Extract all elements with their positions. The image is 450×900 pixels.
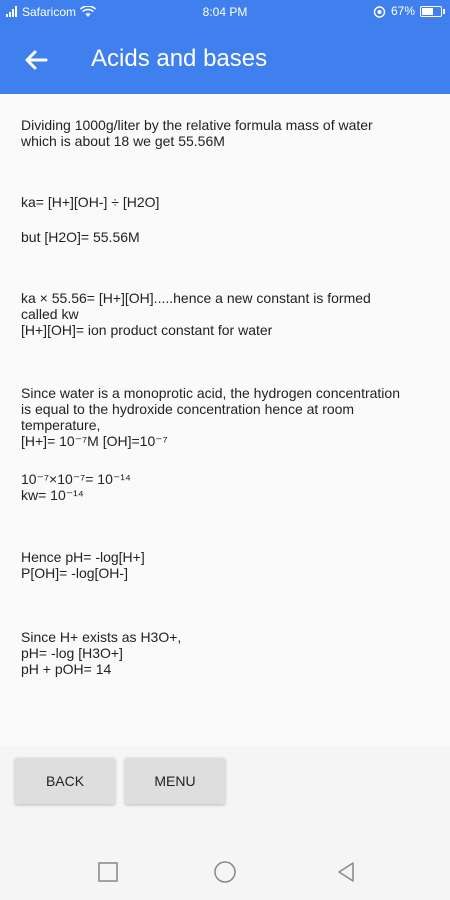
arrow-left-icon[interactable] xyxy=(20,44,52,76)
page-title: Acids and bases xyxy=(91,45,268,72)
status-time: 8:04 PM xyxy=(202,5,248,19)
paragraph-ph-definition: Hence pH= -log[H+] P[OH]= -log[OH-] xyxy=(21,549,145,581)
battery-percent: 67% xyxy=(390,4,415,18)
app-bar xyxy=(0,24,450,94)
paragraph-kw-value: 10⁻⁷×10⁻⁷= 10⁻¹⁴ kw= 10⁻¹⁴ xyxy=(21,471,131,503)
square-icon[interactable] xyxy=(96,860,120,884)
battery-icon xyxy=(420,6,442,17)
content-area xyxy=(0,94,450,746)
triangle-icon[interactable] xyxy=(334,860,358,884)
paragraph-kw-definition: ka × 55.56= [H+][OH].....hence a new constant is formed called kw [H+][OH]= ion product constant for water xyxy=(21,290,371,338)
menu-button[interactable]: MENU xyxy=(125,758,225,804)
carrier-name: Safaricom xyxy=(22,5,77,19)
status-right xyxy=(373,4,442,18)
back-button[interactable]: BACK xyxy=(15,758,115,804)
paragraph-water-concentration: but [H2O]= 55.56M xyxy=(21,229,140,245)
paragraph-molarity: Dividing 1000g/liter by the relative formula mass of water which is about 18 we get 55.56M xyxy=(21,117,373,149)
circle-icon[interactable] xyxy=(213,860,237,884)
system-nav-bar xyxy=(0,840,450,900)
paragraph-neutral-water: Since water is a monoprotic acid, the hydrogen concentration is equal to the hydroxide concentration hence at room temperature, [H+]= 10⁻⁷M [OH]=10⁻⁷ xyxy=(21,385,400,449)
status-bar xyxy=(0,0,450,24)
alarm-icon xyxy=(373,5,386,18)
paragraph-ph-sum: Since H+ exists as H3O+, pH= -log [H3O+] pH + pOH= 14 xyxy=(21,629,182,677)
paragraph-ka-equation: ka= [H+][OH-] ÷ [H2O] xyxy=(21,194,160,210)
battery-fill xyxy=(422,8,433,15)
